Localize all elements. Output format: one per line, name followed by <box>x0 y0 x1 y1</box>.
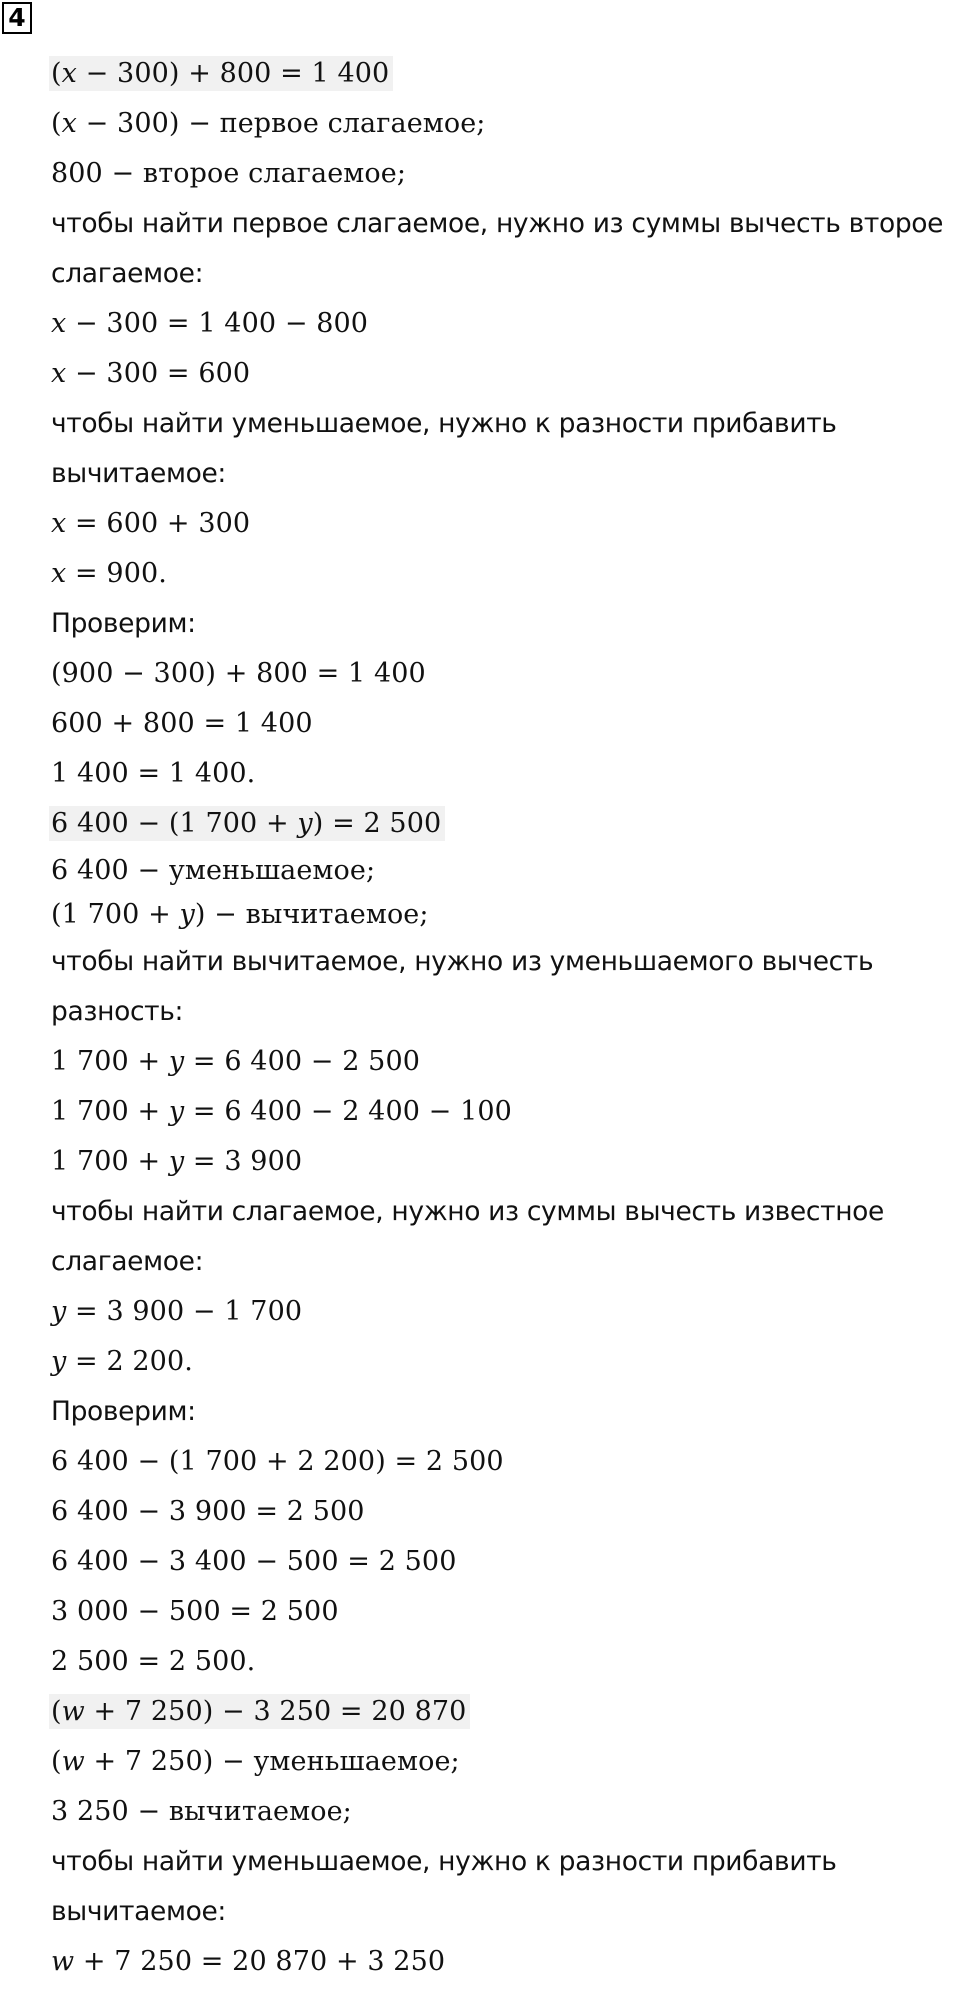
explanation-text: Проверим: <box>51 607 196 639</box>
equation-text: 𝑦 = 2 200. <box>51 1345 193 1377</box>
equation-line <box>49 648 954 698</box>
equation-line <box>49 1736 954 1786</box>
equation-text: 1 700 + 𝑦 = 3 900 <box>51 1145 303 1177</box>
equation-line <box>49 498 954 548</box>
explanation-text: слагаемое: <box>51 257 204 289</box>
equation-text: (𝑤 + 7 250) − 3 250 = 20 870 <box>49 1694 470 1729</box>
equation-line <box>49 798 954 848</box>
equation-text: (𝑥 − 300) − первое слагаемое; <box>51 107 486 139</box>
equation-line <box>49 1586 954 1636</box>
equation-text: 1 700 + 𝑦 = 6 400 − 2 500 <box>51 1045 421 1077</box>
text-line <box>49 986 954 1036</box>
explanation-text: чтобы найти уменьшаемое, нужно к разности прибавить <box>51 1845 837 1877</box>
equation-text: (𝑤 + 7 250) − уменьшаемое; <box>51 1745 460 1777</box>
equation-text: 600 + 800 = 1 400 <box>51 707 313 739</box>
equation-text: 3 000 − 500 = 2 500 <box>51 1595 339 1627</box>
explanation-text: вычитаемое: <box>51 457 226 489</box>
text-line <box>49 1886 954 1936</box>
equation-text: 6 400 − 3 900 = 2 500 <box>51 1495 365 1527</box>
text-line <box>49 598 954 648</box>
equation-text: 1 400 = 1 400. <box>51 757 256 789</box>
explanation-text: Проверим: <box>51 1395 196 1427</box>
equation-line <box>49 1636 954 1686</box>
explanation-text: чтобы найти вычитаемое, нужно из уменьшаемого вычесть <box>51 945 874 977</box>
text-line <box>49 1386 954 1436</box>
equation-line <box>49 548 954 598</box>
equation-text: 𝑤 + 7 250 = 20 870 + 3 250 <box>51 1945 446 1977</box>
equation-text: 800 − второе слагаемое; <box>51 157 407 189</box>
equation-line <box>49 148 954 198</box>
explanation-text: слагаемое: <box>51 1245 204 1277</box>
text-line <box>49 448 954 498</box>
equation-text: 6 400 − 3 400 − 500 = 2 500 <box>51 1545 457 1577</box>
equation-text: 6 400 − уменьшаемое; <box>51 854 376 886</box>
equation-text: 𝑥 − 300 = 600 <box>51 357 251 389</box>
equation-line <box>49 1936 954 1986</box>
equation-line <box>49 1286 954 1336</box>
text-line <box>49 1836 954 1886</box>
equation-text: (𝑥 − 300) + 800 = 1 400 <box>49 56 393 91</box>
equation-line <box>49 892 954 936</box>
equation-line <box>49 1436 954 1486</box>
equation-line <box>49 698 954 748</box>
equation-line <box>49 98 954 148</box>
equation-text: 𝑥 = 900. <box>51 557 167 589</box>
equation-line <box>49 1536 954 1586</box>
equation-line <box>49 1336 954 1386</box>
equation-text: (1 700 + 𝑦) − вычитаемое; <box>51 898 429 930</box>
text-line <box>49 936 954 986</box>
text-line <box>49 398 954 448</box>
explanation-text: чтобы найти слагаемое, нужно из суммы вычесть известное <box>51 1195 884 1227</box>
equation-text: 6 400 − (1 700 + 𝑦) = 2 500 <box>49 806 445 841</box>
equation-text: 2 500 = 2 500. <box>51 1645 256 1677</box>
equation-line <box>49 848 954 892</box>
equation-line <box>49 1686 954 1736</box>
text-line <box>49 198 954 248</box>
equation-line <box>49 1036 954 1086</box>
equation-text: 1 700 + 𝑦 = 6 400 − 2 400 − 100 <box>51 1095 512 1127</box>
explanation-text: чтобы найти уменьшаемое, нужно к разности прибавить <box>51 407 837 439</box>
explanation-text: чтобы найти первое слагаемое, нужно из суммы вычесть второе <box>51 207 944 239</box>
equation-line <box>49 48 954 98</box>
equation-line <box>49 1136 954 1186</box>
text-line <box>49 1236 954 1286</box>
equation-text: 3 250 − вычитаемое; <box>51 1795 352 1827</box>
equation-line <box>49 1486 954 1536</box>
equation-text: 𝑥 = 600 + 300 <box>51 507 251 539</box>
task-number-badge: 4 <box>2 2 32 34</box>
explanation-text: вычитаемое: <box>51 1895 226 1927</box>
equation-text: 6 400 − (1 700 + 2 200) = 2 500 <box>51 1445 504 1477</box>
equation-line <box>49 1086 954 1136</box>
equation-line <box>49 298 954 348</box>
text-line <box>49 248 954 298</box>
equation-line <box>49 748 954 798</box>
equation-text: 𝑦 = 3 900 − 1 700 <box>51 1295 303 1327</box>
equation-line <box>49 1786 954 1836</box>
equation-line <box>49 348 954 398</box>
explanation-text: разность: <box>51 995 184 1027</box>
text-line <box>49 1186 954 1236</box>
equation-text: 𝑥 − 300 = 1 400 − 800 <box>51 307 369 339</box>
solution-body <box>49 48 954 1986</box>
equation-text: (900 − 300) + 800 = 1 400 <box>51 657 426 689</box>
